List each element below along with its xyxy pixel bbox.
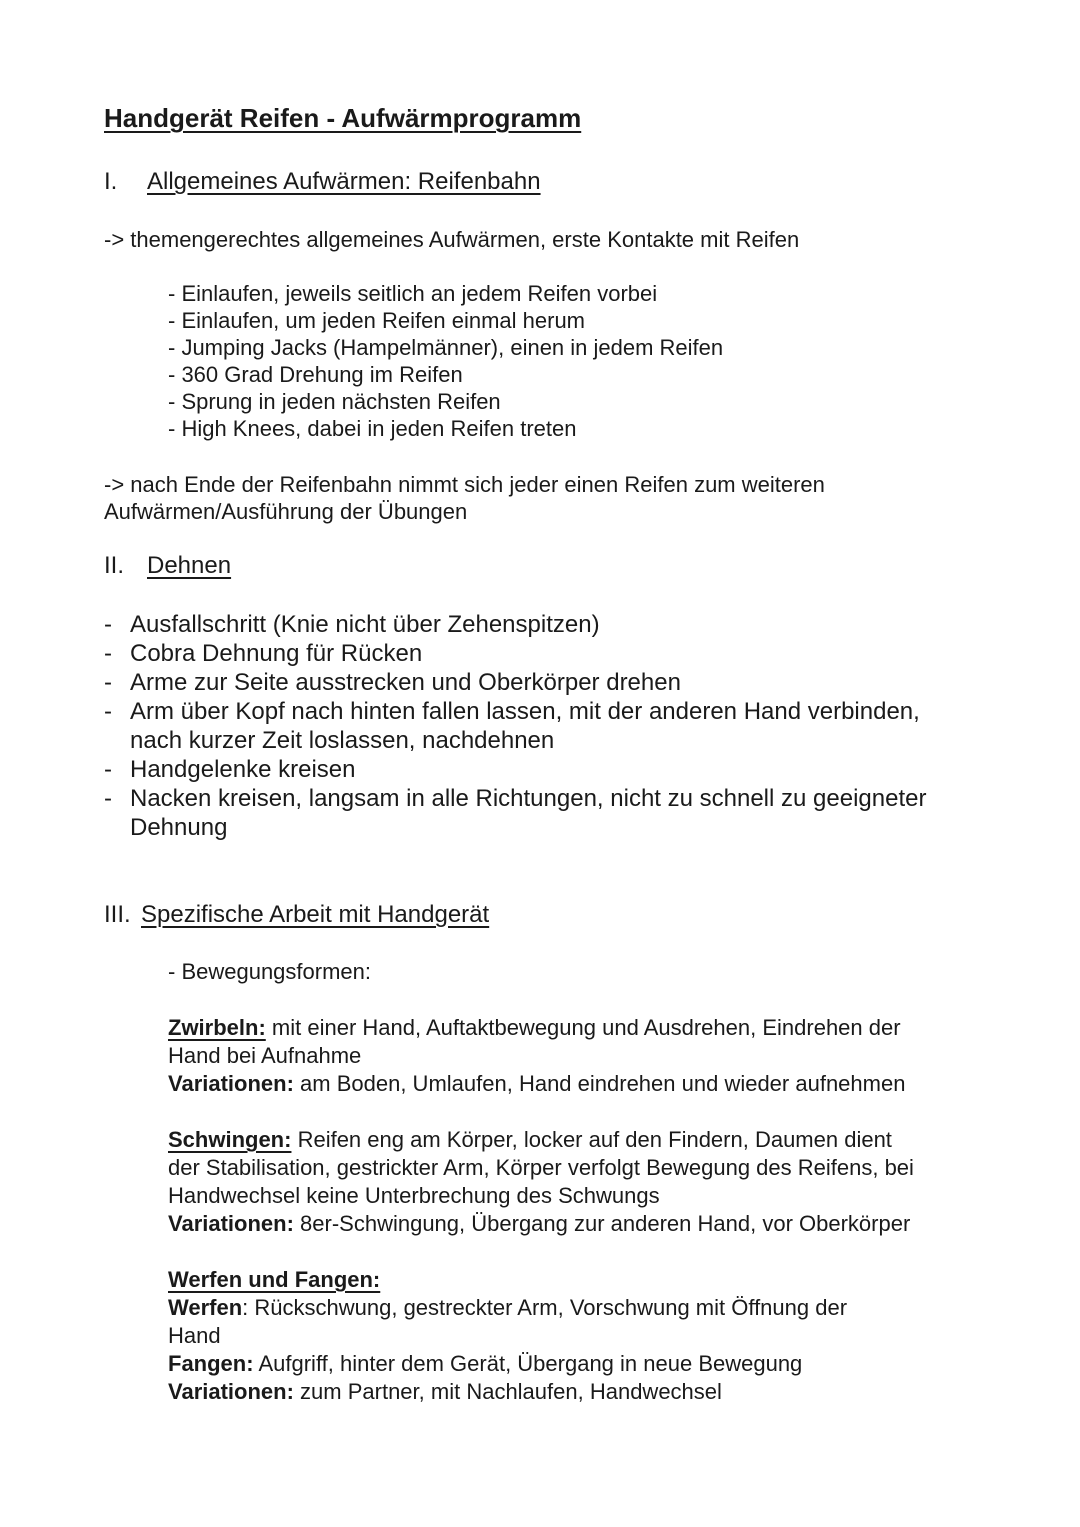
werfen-fangen-label: Werfen und Fangen: <box>168 1267 381 1292</box>
zwirbeln-block <box>168 1014 905 1098</box>
fangen-text: Aufgriff, hinter dem Gerät, Übergang in neue Bewegung <box>258 1351 803 1376</box>
schwingen-label: Schwingen: <box>168 1127 292 1152</box>
list-item: - Sprung in jeden nächsten Reifen <box>168 389 501 414</box>
list-item: - High Knees, dabei in jeden Reifen treten <box>168 416 577 441</box>
variationen-text: zum Partner, mit Nachlaufen, Handwechsel <box>300 1379 722 1404</box>
werfen-text: : Rückschwung, gestreckter Arm, Vorschwung mit Öffnung der <box>242 1295 848 1320</box>
zwirbeln-text: Hand bei Aufnahme <box>168 1043 362 1068</box>
list-item: - 360 Grad Drehung im Reifen <box>168 362 463 387</box>
list-item: - Jumping Jacks (Hampelmänner), einen in jedem Reifen <box>168 335 724 360</box>
werfen-text: Hand <box>168 1323 221 1348</box>
section-3-sub: - Bewegungsformen: <box>168 959 371 984</box>
section-3-heading: Spezifische Arbeit mit Handgerät <box>141 901 490 928</box>
variationen-text: am Boden, Umlaufen, Hand eindrehen und wieder aufnehmen <box>300 1071 906 1096</box>
section-3-number: III. <box>104 901 131 928</box>
variationen-label: Variationen: <box>168 1211 294 1236</box>
section-1-heading: Allgemeines Aufwärmen: Reifenbahn <box>147 168 541 195</box>
section-2-number: II. <box>104 552 125 579</box>
werfen-label: Werfen <box>168 1295 243 1320</box>
section-1-number: I. <box>104 168 118 195</box>
variationen-text: 8er-Schwingung, Übergang zur anderen Hand, vor Oberkörper <box>300 1211 911 1236</box>
schwingen-text: Reifen eng am Körper, locker auf den Findern, Daumen dient <box>297 1127 892 1152</box>
list-item: - Einlaufen, jeweils seitlich an jedem Reifen vorbei <box>168 281 658 306</box>
schwingen-text: der Stabilisation, gestrickter Arm, Körper verfolgt Bewegung des Reifens, bei <box>168 1155 914 1180</box>
zwirbeln-label: Zwirbeln: <box>168 1015 266 1040</box>
variationen-label: Variationen: <box>168 1379 294 1404</box>
outro-line: Aufwärmen/Ausführung der Übungen <box>104 499 468 524</box>
section-1-outro <box>104 471 825 525</box>
werfen-fangen-block <box>168 1266 847 1406</box>
outro-line: -> nach Ende der Reifenbahn nimmt sich jeder einen Reifen zum weiteren <box>104 472 825 497</box>
section-1-list <box>168 280 723 442</box>
section-2-list: - Ausfallschritt (Knie nicht über Zehenspitzen) - Cobra Dehnung für Rücken - Arme zur Seite ausstrecken und Oberkörper drehen - Arm über Kopf nach hinten fallen lassen, mit der anderen Hand verbinden, nach kurzer Zeit loslassen, nachdehnen - Handgelenke kreisen - Nacken kreisen, langsam in alle Richtungen, nicht zu schnell zu geeigneter Dehnung <box>104 611 927 841</box>
list-item: - Einlaufen, um jeden Reifen einmal herum <box>168 308 586 333</box>
fangen-label: Fangen: <box>168 1351 254 1376</box>
variationen-label: Variationen: <box>168 1071 294 1096</box>
schwingen-text: Handwechsel keine Unterbrechung des Schwungs <box>168 1183 660 1208</box>
section-1-intro: -> themengerechtes allgemeines Aufwärmen, erste Kontakte mit Reifen <box>104 227 800 252</box>
section-2-heading: Dehnen <box>147 552 232 579</box>
zwirbeln-text: mit einer Hand, Auftaktbewegung und Ausdrehen, Eindrehen der <box>271 1015 901 1040</box>
schwingen-block <box>168 1126 914 1238</box>
page-title: Handgerät Reifen - Aufwärmprogramm <box>104 103 582 133</box>
